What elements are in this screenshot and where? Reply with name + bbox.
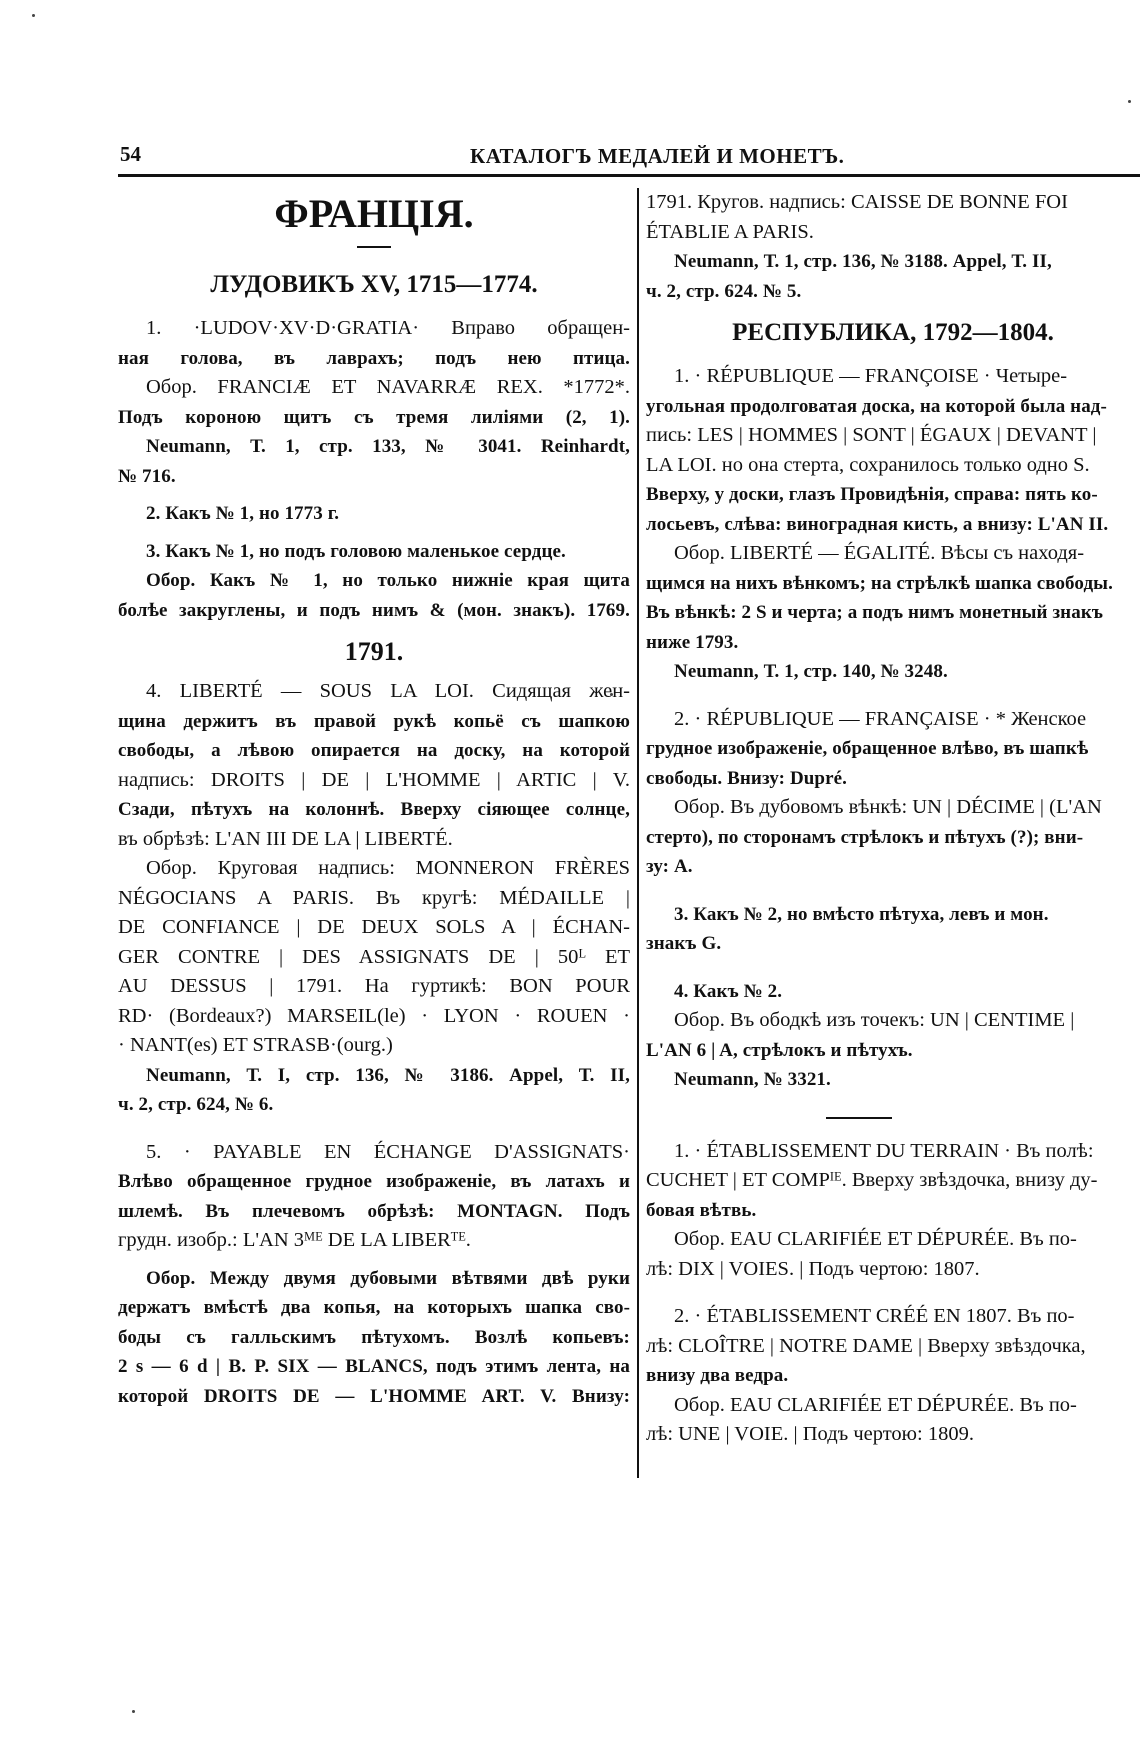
catalog-entry-5 xyxy=(118,1138,630,1412)
title-rule xyxy=(357,246,391,248)
entry-line: RD· (Bordeaux?) MARSEIL(le) · LYON · ROUEN · xyxy=(118,1004,630,1027)
entry-line: шлемѣ. Въ плечевомъ обрѣзѣ: MONTAGN. Подъ xyxy=(118,1200,630,1222)
entry-line: L'AN 6 | A, стрѣлокъ и пѣтухъ. xyxy=(646,1039,913,1061)
entry-line: 2 s — 6 d | B. P. SIX — BLANCS, подъ этимъ лента, на xyxy=(118,1356,630,1377)
catalog-entry-1 xyxy=(118,314,630,491)
entry-line: 1. · ÉTABLISSEMENT DU TERRAIN · Въ полѣ: xyxy=(674,1139,1094,1162)
entry-line: GER CONTRE | DES ASSIGNATS DE | 50ᴸ ET xyxy=(118,945,630,968)
entry-line: 2. · RÉPUBLIQUE — FRANÇAISE · * Женское xyxy=(674,707,1087,730)
entry-line: Обор. EAU CLARIFIÉE ET DÉPURÉE. Въ по- xyxy=(674,1228,1077,1250)
catalog-entry-2: 2. Какъ № 1, но 1773 г. xyxy=(146,503,340,524)
entry-line: свободы. Внизу: Dupré. xyxy=(646,767,848,789)
page-number: 54 xyxy=(120,142,141,166)
entry-line: пись: LES | HOMMES | SONT | ÉGAUX | DEVANT | xyxy=(646,424,1097,446)
entry-line: Подъ короною щитъ съ тремя лиліями (2, 1). xyxy=(118,406,630,428)
entry-line: грудн. изобр.: L'AN 3ᴹᴱ DE LA LIBERᵀᴱ. xyxy=(118,1229,471,1251)
entry-line: Обор. Круговая надпись: MONNERON FRÈRES xyxy=(146,857,630,879)
entry-line: Сзади, пѣтухъ на колоннѣ. Вверху сіяющее солнце, xyxy=(118,799,630,820)
entry-line: лѣ: DIX | VOIES. | Подъ чертою: 1807. xyxy=(646,1257,980,1280)
entry-line: 1. · RÉPUBLIQUE — FRANÇOISE · Четыре- xyxy=(674,365,1068,387)
continued-entry xyxy=(646,188,1140,306)
entry-line: 3. Какъ № 1, но подъ головою маленькое сердце. xyxy=(146,540,566,562)
left-column xyxy=(118,188,630,1411)
column-divider xyxy=(637,188,639,1478)
entry-reference: ч. 2, стр. 624. № 5. xyxy=(646,280,802,302)
entry-reference: Neumann, Т. I, стр. 136, № 3186. Appel, Т. II, xyxy=(146,1064,630,1086)
republic-entry-1 xyxy=(646,362,1140,687)
entry-line: Обор. EAU CLARIFIÉE ET DÉPURÉE. Въ по- xyxy=(674,1393,1077,1416)
right-column xyxy=(646,188,1140,1450)
republic-entry-3 xyxy=(646,900,1140,959)
entry-line: Обор. Въ дубовомъ вѣнкѣ: UN | DÉCIME | (L'AN xyxy=(674,796,1102,818)
entry-line: 2. · ÉTABLISSEMENT CRÉÉ EN 1807. Въ по- xyxy=(674,1305,1075,1327)
entry-line: LA LOI. но она стерта, сохранилось только одно S. xyxy=(646,453,1090,476)
section-heading-republic: РЕСПУБЛИКА, 1792—1804. xyxy=(732,319,1054,346)
entry-line: лѣ: CLOÎTRE | NOTRE DAME | Вверху звѣздочка, xyxy=(646,1334,1086,1357)
entry-line: Влѣво обращенное грудное изображеніе, въ латахъ и xyxy=(118,1171,630,1192)
entry-line: угольная продолговатая доска, на которой была над- xyxy=(646,395,1107,417)
entry-line: Обор. Какъ № 1, но только нижніе края щита xyxy=(146,570,630,591)
year-heading-1791: 1791. xyxy=(344,637,404,666)
republic-entry-4 xyxy=(646,977,1140,1095)
entry-line: щина держитъ въ правой рукѣ копьё съ шапкою xyxy=(118,710,630,732)
header-rule xyxy=(118,174,1140,177)
entry-reference: № 716. xyxy=(118,465,176,487)
entry-line: внизу два ведра. xyxy=(646,1365,789,1386)
token-entry-2 xyxy=(646,1302,1140,1450)
scan-speck xyxy=(132,1710,135,1713)
entry-line: лѣ: UNE | VOIE. | Подъ чертою: 1809. xyxy=(646,1423,974,1445)
entry-line: которой DROITS DE — L'HOMME ART. V. Внизу: xyxy=(118,1385,630,1407)
entry-line: 3. Какъ № 2, но вмѣсто пѣтуха, левъ и мон. xyxy=(674,903,1049,925)
entry-line: бовая вѣтвь. xyxy=(646,1199,757,1221)
scan-speck xyxy=(32,14,35,17)
catalog-entry-3 xyxy=(118,537,630,626)
entry-line: 4. Какъ № 2. xyxy=(674,980,783,1002)
entry-line: 4. LIBERTÉ — SOUS LA LOI. Сидящая жен- xyxy=(146,680,630,702)
entry-line: Обор. Въ ободкѣ изъ точекъ: UN | CENTIME | xyxy=(674,1009,1075,1031)
entry-line: · NANT(es) ET STRASB·(ourg.) xyxy=(118,1034,393,1056)
entry-line: AU DESSUS | 1791. На гуртикѣ: BON POUR xyxy=(118,975,630,997)
entry-line: свободы, а лѣвою опирается на доску, на которой xyxy=(118,740,630,761)
entry-reference: Neumann, Т. 1, стр. 140, № 3248. xyxy=(674,661,948,682)
country-title: ФРАНЦІЯ. xyxy=(274,191,474,236)
entry-line: щимся на нихъ вѣнкомъ; на стрѣлкѣ шапка свободы. xyxy=(646,572,1113,594)
entry-line: надпись: DROITS | DE | L'HOMME | ARTIC | V. xyxy=(118,768,630,791)
entry-line: зу: A. xyxy=(646,856,693,877)
scan-speck xyxy=(1128,100,1131,103)
entry-line: боды съ галльскимъ пѣтухомъ. Возлѣ копьевъ: xyxy=(118,1326,630,1348)
entry-reference: ч. 2, стр. 624, № 6. xyxy=(118,1094,274,1115)
entry-line: ÉTABLIE A PARIS. xyxy=(646,220,814,243)
entry-line: DE CONFIANCE | DE DEUX SOLS A | ÉCHAN- xyxy=(118,916,630,938)
entry-line: Обор. LIBERTÉ — ÉGALITÉ. Вѣсы съ находя- xyxy=(674,542,1085,564)
entry-line: лосьевъ, слѣва: виноградная кисть, а внизу: L'AN II. xyxy=(646,513,1109,535)
entry-line: 1. ·LUDOV·XV·D·GRATIA· Вправо обращен- xyxy=(146,317,630,339)
token-entry-1 xyxy=(646,1137,1140,1285)
entry-line: стерто), по сторонамъ стрѣлокъ и пѣтухъ (?); вни- xyxy=(646,826,1084,848)
entry-line: Вверху, у доски, глазъ Провидѣнія, справа: пять ко- xyxy=(646,484,1098,505)
entry-line: NÉGOCIANS A PARIS. Въ кругѣ: MÉDAILLE | xyxy=(118,886,630,909)
entry-line: ниже 1793. xyxy=(646,631,739,653)
republic-entry-2 xyxy=(646,705,1140,882)
entry-line: 5. · PAYABLE EN ÉCHANGE D'ASSIGNATS· xyxy=(146,1140,630,1163)
running-title: КАТАЛОГЪ МЕДАЛЕЙ И МОНЕТЪ. xyxy=(470,144,845,168)
entry-reference: Neumann, Т. 1, стр. 133, № 3041. Reinhardt, xyxy=(146,436,630,457)
entry-line: держатъ вмѣстѣ два копья, на которыхъ шапка сво- xyxy=(118,1297,630,1318)
entry-line: 1791. Кругов. надпись: CAISSE DE BONNE FOI xyxy=(646,191,1068,213)
section-heading-louis-xv: ЛУДОВИКЪ XV, 1715—1774. xyxy=(210,271,538,298)
entry-line: знакъ G. xyxy=(646,933,722,954)
entry-line: въ обрѣзѣ: L'AN III DE LA | LIBERTÉ. xyxy=(118,827,453,850)
catalog-entry-4 xyxy=(118,677,630,1120)
entry-line: ная голова, въ лаврахъ; подъ нею птица. xyxy=(118,347,630,369)
entry-reference: Neumann, Т. 1, стр. 136, № 3188. Appel, Т. II, xyxy=(674,251,1052,272)
entry-line: Обор. FRANCIÆ ET NAVARRÆ REX. *1772*. xyxy=(146,376,630,398)
entry-line: грудное изображеніе, обращенное влѣво, въ шапкѣ xyxy=(646,738,1089,759)
entry-line: Въ вѣнкѣ: 2 S и черта; а подъ нимъ монетный знакъ xyxy=(646,602,1104,623)
entry-reference: Neumann, № 3321. xyxy=(674,1069,831,1090)
entry-line: болѣе закруглены, и подъ нимъ & (мон. знакъ). 1769. xyxy=(118,599,630,621)
entry-line: Обор. Между двумя дубовыми вѣтвями двѣ руки xyxy=(146,1267,630,1289)
section-rule xyxy=(826,1117,892,1119)
entry-line: CUCHET | ET COMPᴵᴱ. Вверху звѣздочка, внизу ду- xyxy=(646,1169,1098,1191)
